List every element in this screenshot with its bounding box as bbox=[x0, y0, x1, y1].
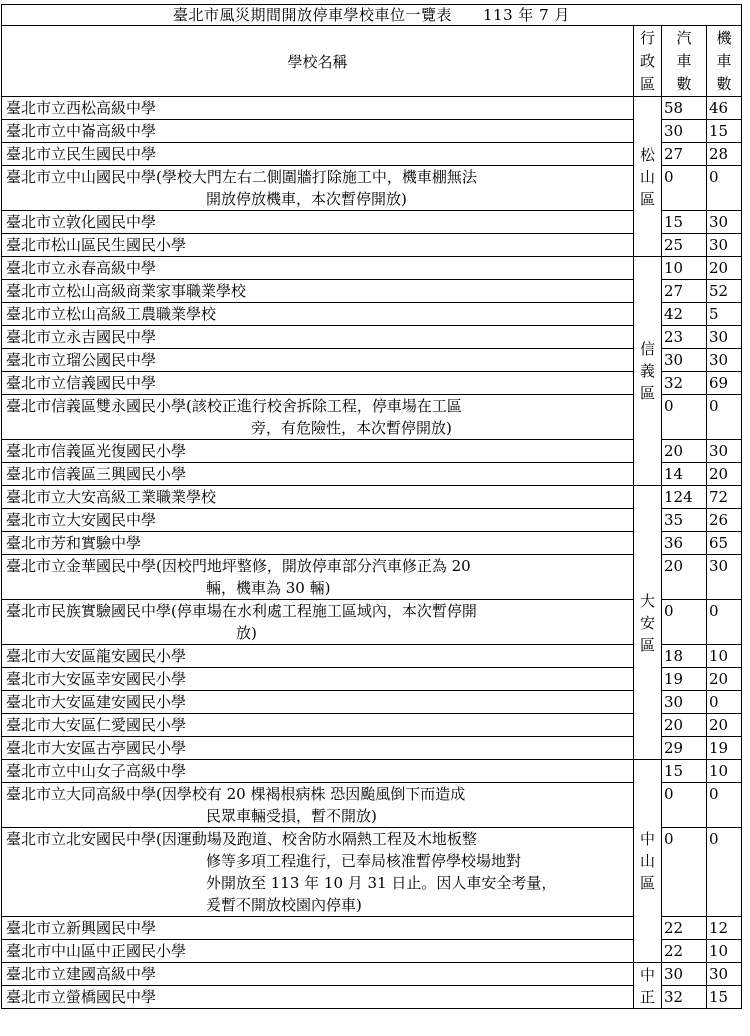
school-name: 臺北市大安區幸安國民小學 bbox=[6, 670, 187, 688]
school-name-cell bbox=[2, 303, 634, 326]
district-name-char: 山 bbox=[639, 167, 655, 186]
car-count: 32 bbox=[662, 372, 707, 395]
header-car-count bbox=[662, 26, 707, 97]
table-row bbox=[2, 463, 742, 486]
table-row bbox=[2, 326, 742, 349]
motorcycle-count: 69 bbox=[707, 372, 742, 395]
district-name-char: 安 bbox=[639, 613, 655, 632]
school-name: 臺北市中山區中正國民小學 bbox=[6, 942, 187, 960]
table-row bbox=[2, 986, 742, 1009]
table-row bbox=[2, 395, 742, 440]
car-count: 36 bbox=[662, 532, 707, 555]
car-count: 29 bbox=[662, 737, 707, 760]
car-count: 25 bbox=[662, 234, 707, 257]
table-row bbox=[2, 257, 742, 280]
school-name: 臺北市大安區龍安國民小學 bbox=[6, 647, 187, 665]
school-name: 臺北市立永春高級中學 bbox=[6, 259, 157, 277]
district-name-char: 山 bbox=[639, 852, 655, 870]
school-name: 臺北市立信義國民中學 bbox=[6, 374, 157, 392]
car-count: 27 bbox=[662, 143, 707, 166]
district-cell bbox=[634, 257, 662, 486]
car-count: 18 bbox=[662, 645, 707, 668]
header-district-char: 區 bbox=[639, 75, 655, 93]
school-name-cell bbox=[2, 143, 634, 166]
school-name-cell bbox=[2, 532, 634, 555]
table-title: 臺北市風災期間開放停車學校車位一覽表 113 年 7 月 bbox=[2, 5, 742, 26]
car-count: 32 bbox=[662, 986, 707, 1009]
school-name: 臺北市立大安國民中學 bbox=[6, 511, 157, 529]
car-count: 15 bbox=[662, 211, 707, 234]
header-motorcycle-char: 機 bbox=[716, 29, 732, 47]
school-name-cell bbox=[2, 963, 634, 986]
car-count: 58 bbox=[662, 97, 707, 120]
school-name: 臺北市立北安國民中學(因運動場及跑道、校舍防水隔熱工程及木地板整 bbox=[6, 830, 477, 848]
title-row bbox=[2, 5, 742, 26]
header-car-char: 數 bbox=[676, 75, 692, 93]
table-row bbox=[2, 120, 742, 143]
table-row bbox=[2, 372, 742, 395]
motorcycle-count: 30 bbox=[707, 211, 742, 234]
header-row bbox=[2, 26, 742, 97]
school-name: 臺北市立永吉國民中學 bbox=[6, 328, 157, 346]
district-name-char: 中 bbox=[639, 830, 655, 848]
car-count: 0 bbox=[662, 600, 707, 645]
car-count: 0 bbox=[662, 166, 707, 211]
car-count: 35 bbox=[662, 509, 707, 532]
motorcycle-count: 20 bbox=[707, 463, 742, 486]
table-row bbox=[2, 440, 742, 463]
district-name-char: 大 bbox=[639, 591, 655, 610]
car-count: 23 bbox=[662, 326, 707, 349]
table-row bbox=[2, 509, 742, 532]
header-school-name: 學校名稱 bbox=[2, 26, 634, 97]
table-row bbox=[2, 97, 742, 120]
school-name-cell bbox=[2, 166, 634, 211]
motorcycle-count: 0 bbox=[707, 783, 742, 828]
table-row bbox=[2, 714, 742, 737]
motorcycle-count: 0 bbox=[707, 828, 742, 917]
table-row bbox=[2, 668, 742, 691]
school-name-cell bbox=[2, 120, 634, 143]
motorcycle-count: 15 bbox=[707, 986, 742, 1009]
car-count: 30 bbox=[662, 691, 707, 714]
car-count: 0 bbox=[662, 783, 707, 828]
school-name-cell bbox=[2, 234, 634, 257]
school-name-cell bbox=[2, 486, 634, 509]
school-name: 臺北市信義區三興國民小學 bbox=[6, 465, 187, 483]
school-name-cell bbox=[2, 600, 634, 645]
school-name: 臺北市大安區仁愛國民小學 bbox=[6, 716, 187, 734]
school-name: 臺北市信義區光復國民小學 bbox=[6, 442, 187, 460]
school-name-cell bbox=[2, 326, 634, 349]
car-count: 42 bbox=[662, 303, 707, 326]
school-note-line: 輛，機車為 30 輛) bbox=[206, 579, 331, 597]
parking-spaces-table bbox=[1, 4, 742, 1009]
school-name-cell bbox=[2, 737, 634, 760]
table-row bbox=[2, 828, 742, 917]
school-name: 臺北市立松山高級工農職業學校 bbox=[6, 305, 217, 323]
car-count: 19 bbox=[662, 668, 707, 691]
motorcycle-count: 10 bbox=[707, 940, 742, 963]
car-count: 27 bbox=[662, 280, 707, 303]
motorcycle-count: 52 bbox=[707, 280, 742, 303]
motorcycle-count: 12 bbox=[707, 917, 742, 940]
school-name: 臺北市立中崙高級中學 bbox=[6, 122, 157, 140]
motorcycle-count: 30 bbox=[707, 326, 742, 349]
school-name: 臺北市立西松高級中學 bbox=[6, 99, 157, 117]
header-district bbox=[634, 26, 662, 97]
motorcycle-count: 65 bbox=[707, 532, 742, 555]
motorcycle-count: 30 bbox=[707, 440, 742, 463]
school-name-cell bbox=[2, 645, 634, 668]
motorcycle-count: 0 bbox=[707, 166, 742, 211]
school-name: 臺北市立瑠公國民中學 bbox=[6, 351, 157, 369]
school-name-cell bbox=[2, 783, 634, 828]
school-name-cell bbox=[2, 257, 634, 280]
table-row bbox=[2, 783, 742, 828]
district-name-char: 區 bbox=[639, 189, 655, 208]
school-name-cell bbox=[2, 280, 634, 303]
school-note-line: 外開放至 113 年 10 月 31 日止。因人車安全考量， bbox=[206, 874, 557, 892]
car-count: 124 bbox=[662, 486, 707, 509]
header-car-char: 汽 bbox=[676, 29, 692, 47]
school-name-cell bbox=[2, 668, 634, 691]
table-row bbox=[2, 760, 742, 783]
school-name: 臺北市立大安高級工業職業學校 bbox=[6, 488, 217, 506]
header-car-char: 車 bbox=[676, 52, 692, 70]
district-name-char: 中 bbox=[639, 965, 655, 984]
school-name: 臺北市民族實驗國民中學(停車場在水利處工程施工區域內，本次暫停開 bbox=[6, 602, 477, 620]
motorcycle-count: 10 bbox=[707, 645, 742, 668]
school-name-cell bbox=[2, 555, 634, 600]
school-name-cell bbox=[2, 509, 634, 532]
table-row bbox=[2, 555, 742, 600]
district-cell bbox=[634, 760, 662, 963]
table-row bbox=[2, 645, 742, 668]
school-name: 臺北市大安區古亭國民小學 bbox=[6, 739, 187, 757]
motorcycle-count: 0 bbox=[707, 395, 742, 440]
header-motorcycle-count bbox=[707, 26, 742, 97]
car-count: 14 bbox=[662, 463, 707, 486]
car-count: 30 bbox=[662, 963, 707, 986]
district-name-char: 信 bbox=[639, 340, 655, 358]
school-name: 臺北市立敦化國民中學 bbox=[6, 213, 157, 231]
motorcycle-count: 30 bbox=[707, 555, 742, 600]
table-row bbox=[2, 917, 742, 940]
table-row bbox=[2, 486, 742, 509]
motorcycle-count: 20 bbox=[707, 257, 742, 280]
motorcycle-count: 30 bbox=[707, 349, 742, 372]
table-row bbox=[2, 349, 742, 372]
school-name-cell bbox=[2, 760, 634, 783]
school-name-cell bbox=[2, 211, 634, 234]
school-name-cell bbox=[2, 97, 634, 120]
school-name: 臺北市立中山國民中學(學校大門左右二側圍牆打除施工中，機車棚無法 bbox=[6, 168, 477, 186]
motorcycle-count: 72 bbox=[707, 486, 742, 509]
table-row bbox=[2, 600, 742, 645]
table-row bbox=[2, 303, 742, 326]
school-note-line: 放) bbox=[236, 624, 257, 642]
motorcycle-count: 0 bbox=[707, 600, 742, 645]
header-motorcycle-char: 車 bbox=[716, 52, 732, 70]
car-count: 15 bbox=[662, 760, 707, 783]
motorcycle-count: 46 bbox=[707, 97, 742, 120]
header-district-char: 行 bbox=[639, 29, 655, 47]
car-count: 22 bbox=[662, 917, 707, 940]
motorcycle-count: 5 bbox=[707, 303, 742, 326]
school-name: 臺北市立大同高級中學(因學校有 20 棵褐根病株 恐因颱風倒下而造成 bbox=[6, 785, 466, 803]
school-name: 臺北市大安區建安國民小學 bbox=[6, 693, 187, 711]
motorcycle-count: 19 bbox=[707, 737, 742, 760]
table-row bbox=[2, 737, 742, 760]
motorcycle-count: 30 bbox=[707, 234, 742, 257]
school-name: 臺北市立建國高級中學 bbox=[6, 965, 157, 983]
header-motorcycle-char: 數 bbox=[716, 75, 732, 93]
district-name-char: 義 bbox=[639, 362, 655, 380]
school-note-line: 爰暫不開放校園內停車) bbox=[206, 896, 362, 914]
district-name-char: 正 bbox=[639, 987, 655, 1006]
school-name: 臺北市信義區雙永國民小學(該校正進行校舍拆除工程，停車場在工區 bbox=[6, 397, 462, 415]
table-row bbox=[2, 143, 742, 166]
school-name-cell bbox=[2, 986, 634, 1009]
school-note-line: 民眾車輛受損，暫不開放) bbox=[206, 807, 377, 825]
table-row bbox=[2, 532, 742, 555]
table-row bbox=[2, 963, 742, 986]
school-note-line: 旁，有危險性，本次暫停開放) bbox=[251, 419, 452, 437]
district-name-char: 區 bbox=[639, 635, 655, 654]
car-count: 22 bbox=[662, 940, 707, 963]
school-name-cell bbox=[2, 463, 634, 486]
car-count: 20 bbox=[662, 714, 707, 737]
table-row bbox=[2, 166, 742, 211]
district-name-char: 松 bbox=[639, 145, 655, 164]
school-name-cell bbox=[2, 440, 634, 463]
district-name-char: 區 bbox=[639, 874, 655, 892]
school-name: 臺北市芳和實驗中學 bbox=[6, 534, 142, 552]
car-count: 10 bbox=[662, 257, 707, 280]
car-count: 0 bbox=[662, 395, 707, 440]
school-name-cell bbox=[2, 828, 634, 917]
school-note-line: 開放停放機車，本次暫停開放) bbox=[206, 190, 407, 208]
school-name-cell bbox=[2, 691, 634, 714]
school-name-cell bbox=[2, 917, 634, 940]
car-count: 30 bbox=[662, 349, 707, 372]
table-row bbox=[2, 280, 742, 303]
school-name-cell bbox=[2, 940, 634, 963]
school-name: 臺北市立金華國民中學(因校門地坪整修，開放停車部分汽車修正為 20 bbox=[6, 557, 471, 575]
school-name: 臺北市松山區民生國民小學 bbox=[6, 236, 187, 254]
school-name: 臺北市立中山女子高級中學 bbox=[6, 762, 187, 780]
table-row bbox=[2, 940, 742, 963]
motorcycle-count: 20 bbox=[707, 668, 742, 691]
school-name-cell bbox=[2, 349, 634, 372]
motorcycle-count: 28 bbox=[707, 143, 742, 166]
school-name-cell bbox=[2, 372, 634, 395]
table-row bbox=[2, 691, 742, 714]
car-count: 20 bbox=[662, 440, 707, 463]
table-row bbox=[2, 211, 742, 234]
motorcycle-count: 15 bbox=[707, 120, 742, 143]
school-name: 臺北市立新興國民中學 bbox=[6, 919, 157, 937]
school-note-line: 修等多項工程進行，已奉局核准暫停學校場地對 bbox=[206, 852, 522, 870]
motorcycle-count: 20 bbox=[707, 714, 742, 737]
school-name-cell bbox=[2, 714, 634, 737]
district-cell bbox=[634, 97, 662, 257]
district-cell bbox=[634, 486, 662, 760]
district-name-char: 區 bbox=[639, 384, 655, 402]
motorcycle-count: 0 bbox=[707, 691, 742, 714]
table-row bbox=[2, 234, 742, 257]
header-district-char: 政 bbox=[639, 52, 655, 70]
district-cell bbox=[634, 963, 662, 1009]
motorcycle-count: 30 bbox=[707, 963, 742, 986]
school-name-cell bbox=[2, 395, 634, 440]
car-count: 0 bbox=[662, 828, 707, 917]
car-count: 20 bbox=[662, 555, 707, 600]
car-count: 30 bbox=[662, 120, 707, 143]
motorcycle-count: 10 bbox=[707, 760, 742, 783]
motorcycle-count: 26 bbox=[707, 509, 742, 532]
school-name: 臺北市立民生國民中學 bbox=[6, 145, 157, 163]
school-name: 臺北市立松山高級商業家事職業學校 bbox=[6, 282, 247, 300]
school-name: 臺北市立螢橋國民中學 bbox=[6, 988, 157, 1006]
